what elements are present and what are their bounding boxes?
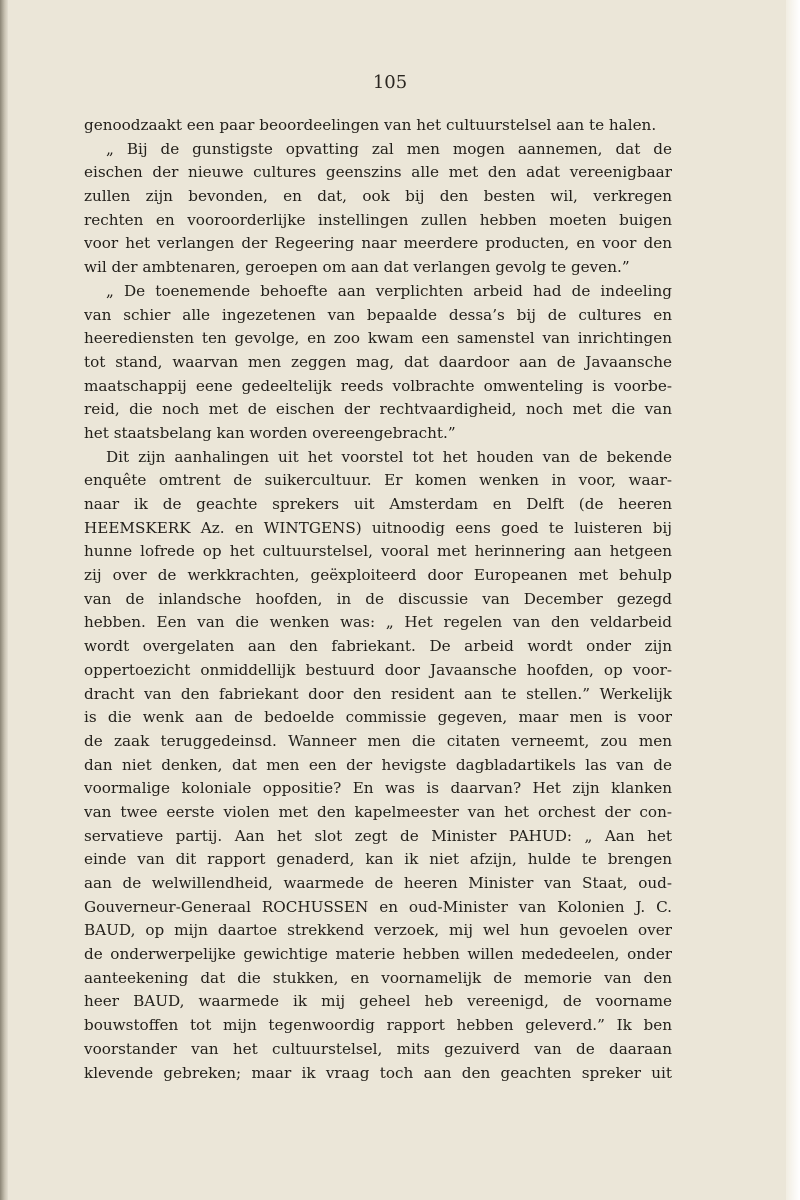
page-binding-edge [0, 0, 8, 1200]
text-line: reid, die noch met de eischen der rechtvaardigheid, noch met die van [84, 400, 672, 419]
text-line: wil der ambtenaren, geroepen om aan dat verlangen gevolg te geven.” [84, 258, 630, 277]
text-line: voor het verlangen der Regeering naar meerdere producten, en voor den [84, 234, 672, 253]
text-line: BAUD, op mijn daartoe strekkend verzoek, mij wel hun gevoelen over [84, 921, 672, 940]
text-line: Dit zijn aanhalingen uit het voorstel tot het houden van de bekende [106, 447, 672, 466]
text-line: van twee eerste violen met den kapelmeester van het orchest der con- [84, 802, 672, 821]
text-line: de zaak teruggedeinsd. Wanneer men die citaten verneemt, zou men [84, 731, 672, 750]
text-line: van de inlandsche hoofden, in de discussie van December gezegd [84, 589, 672, 608]
text-line: HEEMSKERK Az. en WINTGENS) uitnoodig eens goed te luisteren bij [84, 518, 672, 537]
text-line: het staatsbelang kan worden overeengebracht.” [84, 423, 456, 442]
text-line: voormalige koloniale oppositie? En was is daarvan? Het zijn klanken [84, 779, 672, 798]
text-line: dracht van den fabriekant door den resident aan te stellen.” Werkelijk [84, 684, 672, 703]
text-line: zij over de werkkrachten, geëxploiteerd door Europeanen met behulp [84, 566, 672, 585]
text-line: aanteekening dat die stukken, en voornamelijk de memorie van den [84, 968, 672, 987]
text-line: maatschappij eene gedeeltelijk reeds volbrachte omwenteling is voorbe- [84, 376, 672, 395]
page-number: 105 [372, 72, 408, 93]
text-line: servatieve partij. Aan het slot zegt de Minister PAHUD: „ Aan het [84, 826, 672, 845]
text-line: Gouverneur-Generaal ROCHUSSEN en oud-Minister van Kolonien J. C. [84, 897, 672, 916]
text-line: bouwstoffen tot mijn tegenwoordig rapport hebben geleverd.” Ik ben [84, 1016, 672, 1035]
page-outer-edge [786, 0, 800, 1200]
text-line: eischen der nieuwe cultures geenszins alle met den adat vereenigbaar [84, 163, 672, 182]
text-line: naar ik de geachte sprekers uit Amsterdam en Delft (de heeren [84, 495, 672, 513]
text-line: aan de welwillendheid, waarmede de heeren Minister van Staat, oud- [84, 874, 672, 892]
text-line: voorstander van het cultuurstelsel, mits gezuiverd van de daaraan [84, 1039, 672, 1058]
text-line: hebben. Een van die wenken was: „ Het regelen van den veldarbeid [84, 613, 672, 632]
text-line: hunne lofrede op het cultuurstelsel, vooral met herinnering aan hetgeen [84, 542, 672, 561]
text-line: rechten en vooroorderlijke instellingen zullen hebben moeten buigen [84, 210, 672, 229]
text-line: „ Bij de gunstigste opvatting zal men mogen aannemen, dat de [106, 139, 672, 158]
text-line: „ De toenemende behoefte aan verplichten arbeid had de indeeling [106, 281, 672, 300]
text-line: is die wenk aan de bedoelde commissie gegeven, maar men is voor [84, 708, 672, 727]
text-line: klevende gebreken; maar ik vraag toch aan den geachten spreker uit [84, 1063, 672, 1082]
text-line: heerediensten ten gevolge, en zoo kwam een samenstel van inrichtingen [84, 329, 672, 348]
text-line: zullen zijn bevonden, en dat, ook bij den besten wil, verkregen [84, 187, 672, 206]
text-line: de onderwerpelijke gewichtige materie hebben willen mededeelen, onder [84, 945, 672, 964]
text-line: enquête omtrent de suikercultuur. Er komen wenken in voor, waar- [84, 471, 672, 490]
text-line: tot stand, waarvan men zeggen mag, dat daardoor aan de Javaansche [84, 352, 672, 371]
text-line: van schier alle ingezetenen van bepaalde dessa’s bij de cultures en [84, 305, 672, 324]
text-line: heer BAUD, waarmede ik mij geheel heb vereenigd, de voorname [84, 992, 672, 1011]
text-line: oppertoezicht onmiddellijk bestuurd door Javaansche hoofden, op voor- [84, 660, 672, 679]
text-line: genoodzaakt een paar beoordeelingen van het cultuurstelsel aan te halen. [84, 116, 657, 134]
text-line: wordt overgelaten aan den fabriekant. De arbeid wordt onder zijn [84, 637, 672, 656]
body-text [84, 114, 672, 1085]
text-line: einde van dit rapport genaderd, kan ik niet afzijn, hulde te brengen [84, 850, 672, 869]
text-line: dan niet denken, dat men een der hevigste dagbladartikels las van de [84, 755, 672, 774]
